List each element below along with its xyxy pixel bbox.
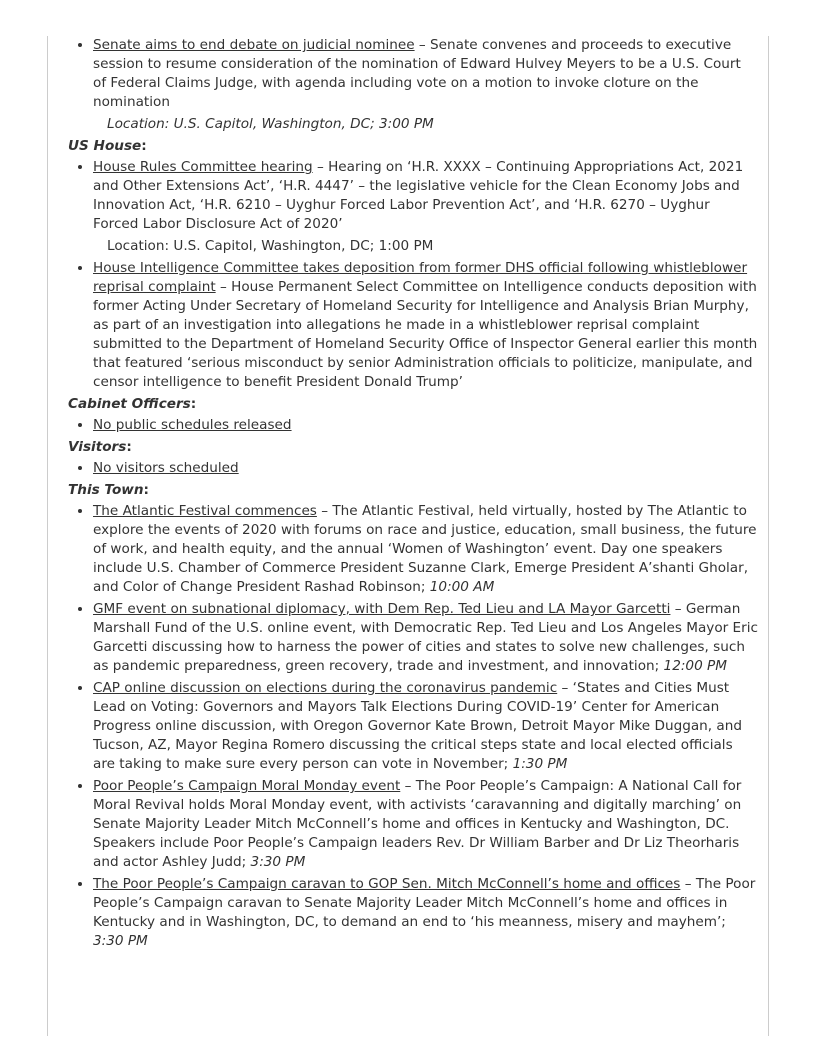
list-item [93,875,758,951]
list-item [93,679,758,774]
event-time: 3:30 PM [93,933,148,949]
event-description: – The Poor People’s Campaign caravan to Senate Majority Leader Mitch McConnell’s home and offices in Kentucky and in Washington, DC, to demand an end to ‘his meanness, misery and mayhem’; [93,876,756,930]
section-heading-this-town: This Town: [68,482,149,498]
list-item [93,158,758,256]
visitors-list [68,459,758,478]
event-time: 3:30 PM [250,854,306,870]
list-item [93,259,758,392]
event-description: – Hearing on ‘H.R. XXXX – Continuing Appropriations Act, 2021 and Other Extensions Act’, ‘H.R. 4447’ – the legislative vehicle for the Clean Economy Jobs and Innovation Act, ‘H.R. 6210 – Uyghur Forced Labor Prevention Act’, and ‘H.R. 6270 – Uyghur Forced Labor Disclosure Act of 2020’ [93,159,744,232]
document-body [68,36,758,954]
house-list [68,158,758,392]
list-item [93,416,758,435]
event-location: Location: U.S. Capitol, Washington, DC; 1:00 PM [107,238,434,254]
senate-list [68,36,758,134]
event-description: – Senate convenes and proceeds to executive session to resume consideration of the nomination of Edward Hulvey Meyers to be a U.S. Court of Federal Claims Judge, with agenda including vote on a motion to invoke cloture on the nomination [93,37,741,110]
section-heading-cabinet: Cabinet Officers: [68,396,197,412]
section-heading-us-house: US House: [68,138,147,154]
event-description: – The Atlantic Festival, held virtually, hosted by The Atlantic to explore the events of 2020 with forums on race and justice, education, small business, the future of work, and health equity, and the annual ‘Women of Washington’ event. Day one speakers include U.S. Chamber of Commerce President Suzanne Clark, Emerge President A’shanti Gholar, and Color of Change President Rashad Robinson; [93,503,757,595]
event-description: – House Permanent Select Committee on Intelligence conducts deposition with former Acting Under Secretary of Homeland Security for Intelligence and Analysis Brian Murphy, as part of an investigation into allegations he made in a whistleblower reprisal complaint submitted to the Department of Homeland Security Office of Inspector General earlier this month that featured ‘serious misconduct by senior Administration officials to politicize, manipulate, and censor intelligence to benefit President Donald Trump’ [93,279,758,390]
event-link[interactable]: Senate aims to end debate on judicial nominee [93,37,415,53]
event-link[interactable]: The Poor People’s Campaign caravan to GOP Sen. Mitch McConnell’s home and offices [93,876,681,892]
event-location: Location: U.S. Capitol, Washington, DC; 3:00 PM [107,116,434,132]
list-item [93,459,758,478]
event-description: – The Poor People’s Campaign: A National Call for Moral Revival holds Moral Monday event, with activists ‘caravanning and digitally marching’ on Senate Majority Leader Mitch McConnell’s home and offices in Kentucky and Washington, DC. Speakers include Poor People’s Campaign leaders Rev. Dr William Barber and Dr Liz Theorharis and actor Ashley Judd; [93,778,742,870]
event-link[interactable]: House Intelligence Committee takes deposition from former DHS official following whistleblower reprisal complaint [93,260,748,295]
event-link[interactable]: No visitors scheduled [93,460,239,476]
event-link[interactable]: GMF event on subnational diplomacy, with Dem Rep. Ted Lieu and LA Mayor Garcetti [93,601,671,617]
town-list [68,502,758,951]
section-heading-visitors: Visitors: [68,439,132,455]
list-item [93,36,758,134]
event-link[interactable]: No public schedules released [93,417,292,433]
event-time: 12:00 PM [663,658,727,674]
list-item [93,777,758,872]
event-link[interactable]: Poor People’s Campaign Moral Monday event [93,778,401,794]
event-link[interactable]: CAP online discussion on elections during the coronavirus pandemic [93,680,558,696]
list-item [93,502,758,597]
event-description: – ‘States and Cities Must Lead on Voting: Governors and Mayors Talk Elections During COVID-19’ Center for American Progress online discussion, with Oregon Governor Kate Brown, Detroit Mayor Mike Duggan, and Tucson, AZ, Mayor Regina Romero discussing the critical steps state and local elected officials are taking to make sure every person can vote in November; [93,680,742,772]
event-link[interactable]: House Rules Committee hearing [93,159,313,175]
event-link[interactable]: The Atlantic Festival commences [93,503,317,519]
event-time: 10:00 AM [429,579,495,595]
event-description: – German Marshall Fund of the U.S. online event, with Democratic Rep. Ted Lieu and Los Angeles Mayor Eric Garcetti discussing how to harness the power of cities and states to solve new challenges, such as pandemic preparedness, green recovery, trade and investment, and innovation; [93,601,758,674]
cabinet-list [68,416,758,435]
event-time: 1:30 PM [512,756,568,772]
list-item [93,600,758,676]
